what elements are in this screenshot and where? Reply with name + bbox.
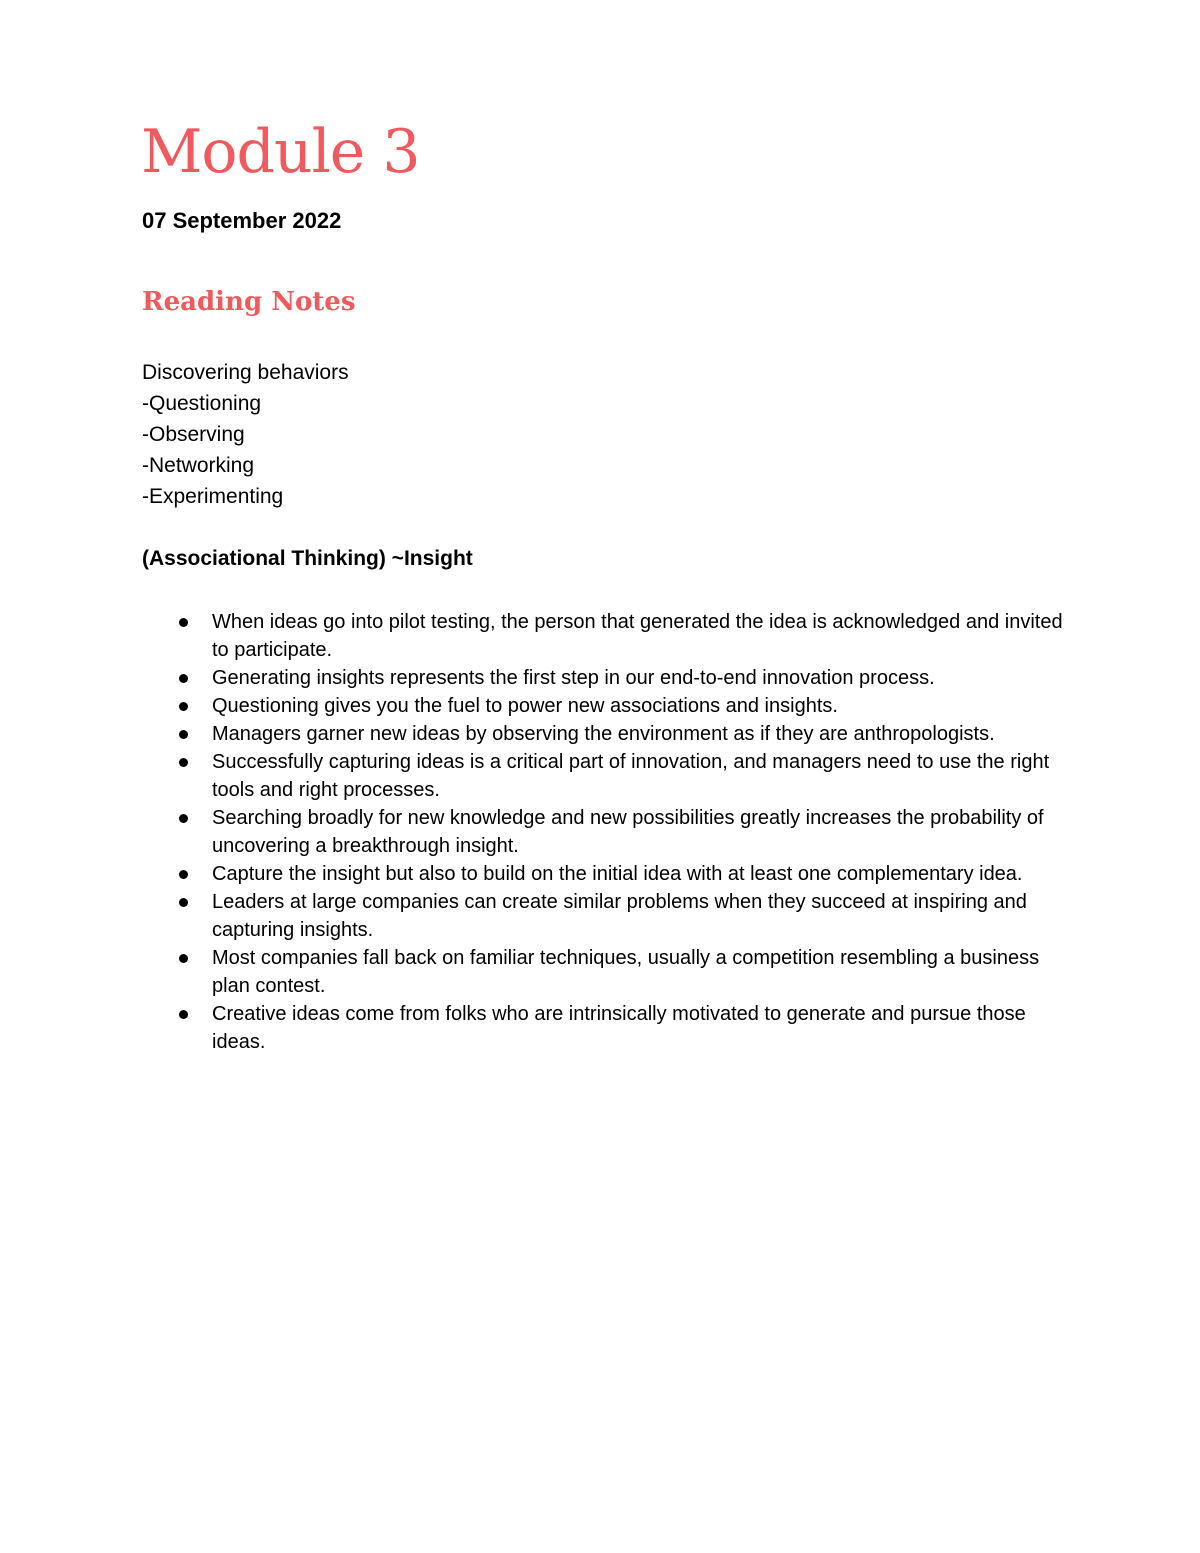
list-item [142, 720, 1072, 748]
bullet-icon [179, 702, 188, 711]
behavior-item: -Experimenting [142, 485, 284, 508]
bullet-icon [179, 758, 188, 767]
list-item [142, 860, 1072, 888]
list-item-text: Creative ideas come from folks who are intrinsically motivated to generate and pursue those ideas. [212, 1003, 1026, 1053]
behavior-item: -Questioning [142, 392, 262, 415]
bullet-icon [179, 618, 188, 627]
list-item-text: Successfully capturing ideas is a critical part of innovation, and managers need to use the right tools and right processes. [212, 751, 1050, 801]
list-item [142, 748, 1072, 804]
bullet-icon [179, 954, 188, 963]
bullet-icon [179, 730, 188, 739]
bullet-icon [179, 898, 188, 907]
list-item-text: Searching broadly for new knowledge and new possibilities greatly increases the probability of uncovering a breakthrough insight. [212, 807, 1044, 857]
bullet-icon [179, 674, 188, 683]
behaviors-intro: Discovering behaviors [142, 361, 349, 384]
document-date: 07 September 2022 [142, 208, 342, 233]
list-item-text: Most companies fall back on familiar techniques, usually a competition resembling a business plan contest. [212, 947, 1040, 997]
section-heading: Reading Notes [142, 287, 356, 317]
list-item [142, 944, 1072, 1000]
list-item [142, 692, 1072, 720]
behavior-item: -Observing [142, 423, 245, 446]
list-item-text: Capture the insight but also to build on the initial idea with at least one complementary idea. [212, 863, 1023, 885]
list-item [142, 888, 1072, 944]
bullet-icon [179, 814, 188, 823]
list-item-text: Generating insights represents the first step in our end-to-end innovation process. [212, 667, 935, 689]
list-item [142, 804, 1072, 860]
bullet-icon [179, 870, 188, 879]
list-item-text: Questioning gives you the fuel to power new associations and insights. [212, 695, 838, 717]
list-item [142, 664, 1072, 692]
behavior-item: -Networking [142, 454, 255, 477]
list-item-text: When ideas go into pilot testing, the person that generated the idea is acknowledged and invited to participate. [212, 611, 1063, 661]
list-item-text: Leaders at large companies can create similar problems when they succeed at inspiring and capturing insights. [212, 891, 1027, 941]
list-item-text: Managers garner new ideas by observing the environment as if they are anthropologists. [212, 723, 995, 745]
page-title: Module 3 [141, 117, 420, 187]
list-item [142, 1000, 1072, 1056]
bullet-icon [179, 1010, 188, 1019]
insights-list [142, 608, 1072, 1056]
list-item [142, 608, 1072, 664]
behaviors-list [142, 357, 349, 512]
associational-heading: (Associational Thinking) ~Insight [142, 547, 473, 570]
